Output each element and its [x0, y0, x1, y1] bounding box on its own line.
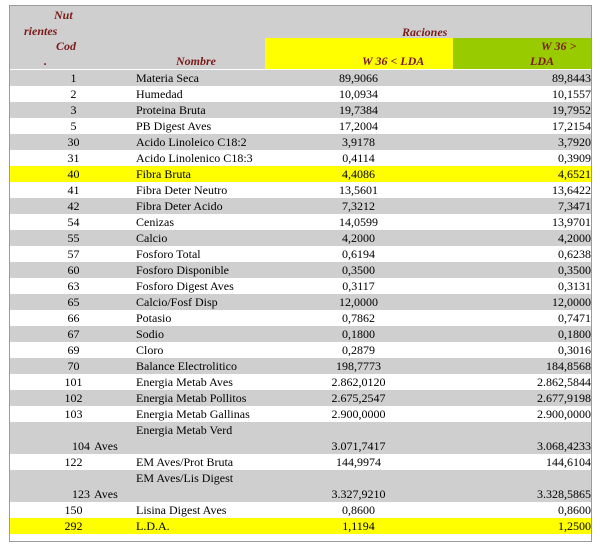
row-code: 1	[70, 71, 77, 85]
row-value-w36-gt-lda: 0,3500	[558, 263, 591, 277]
table-row	[10, 358, 591, 374]
row-value-w36-gt-lda: 1,2500	[558, 519, 591, 533]
row-name: Proteina Bruta	[136, 103, 206, 117]
row-name: Fosforo Disponible	[136, 263, 229, 277]
table-row	[10, 310, 591, 326]
row-code: 55	[67, 231, 80, 245]
row-value-w36-gt-lda: 4,2000	[558, 231, 591, 245]
row-code: 292	[64, 519, 83, 533]
row-value-w36-gt-lda: 144,6104	[546, 455, 591, 469]
row-value-w36-gt-lda: 3.068,4233	[537, 439, 591, 453]
row-code: 5	[70, 119, 77, 133]
header-col-v2-line2: LDA	[530, 54, 554, 68]
row-value-w36-gt-lda: 0,3131	[558, 279, 591, 293]
table-row	[10, 134, 591, 150]
row-code: 41	[67, 183, 80, 197]
row-value-w36-lt-lda: 144,9974	[336, 455, 381, 469]
row-name: Materia Seca	[136, 71, 199, 85]
row-name: Acido Linoleico C18:2	[136, 135, 247, 149]
table-row	[10, 230, 591, 246]
row-value-w36-lt-lda: 4,4086	[342, 167, 375, 181]
table-row	[10, 454, 591, 470]
row-name: L.D.A.	[136, 519, 170, 533]
row-name: Sodio	[136, 327, 165, 341]
row-value-w36-lt-lda: 0,1800	[342, 327, 375, 341]
row-value-w36-gt-lda: 4,6521	[558, 167, 591, 181]
table-row	[10, 198, 591, 214]
row-code: 57	[67, 247, 80, 261]
row-code: 42	[67, 199, 80, 213]
row-name: Cloro	[136, 343, 164, 357]
table-row	[10, 166, 591, 182]
row-name: Balance Electrolitico	[136, 359, 237, 373]
row-code: 30	[67, 135, 80, 149]
row-value-w36-gt-lda: 3,7920	[558, 135, 591, 149]
row-code-suffix: Aves	[94, 487, 118, 501]
table-row	[10, 118, 591, 134]
row-value-w36-gt-lda: 10,1557	[552, 87, 591, 101]
row-value-w36-gt-lda: 89,8443	[552, 71, 591, 85]
row-code: 150	[64, 503, 83, 517]
row-value-w36-lt-lda: 0,8600	[342, 503, 375, 517]
row-code: 69	[67, 343, 80, 357]
row-value-w36-lt-lda: 17,2004	[339, 119, 378, 133]
row-code: 123	[72, 487, 90, 501]
table-row	[10, 86, 591, 102]
row-name: Fosforo Total	[136, 247, 201, 261]
row-value-w36-lt-lda: 4,2000	[342, 231, 375, 245]
row-name: EM Aves/Prot Bruta	[136, 455, 234, 469]
table-row	[10, 246, 591, 262]
row-name: Potasio	[136, 311, 172, 325]
row-value-w36-lt-lda: 0,3117	[342, 279, 375, 293]
table-row	[10, 278, 591, 294]
row-value-w36-gt-lda: 13,9701	[552, 215, 591, 229]
row-name: EM Aves/Lis Digest	[136, 471, 234, 485]
table-row	[10, 422, 591, 454]
table-row	[10, 390, 591, 406]
row-value-w36-lt-lda: 7,3212	[342, 199, 375, 213]
row-code: 31	[67, 151, 80, 165]
row-code: 102	[64, 391, 83, 405]
header-col-v2-line1: W 36 >	[541, 39, 577, 53]
row-value-w36-lt-lda: 2.900,0000	[331, 407, 386, 421]
row-value-w36-gt-lda: 2.862,5844	[537, 375, 591, 389]
row-code: 104	[72, 439, 90, 453]
row-value-w36-lt-lda: 19,7384	[339, 103, 378, 117]
row-value-w36-gt-lda: 2.900,0000	[537, 407, 591, 421]
row-value-w36-gt-lda: 3.328,5865	[537, 487, 591, 501]
row-value-w36-gt-lda: 0,3909	[558, 151, 591, 165]
row-value-w36-lt-lda: 0,2879	[342, 343, 375, 357]
row-value-w36-lt-lda: 2.675,2547	[331, 391, 386, 405]
row-name: Cenizas	[136, 215, 174, 229]
row-code: 70	[67, 359, 80, 373]
header-code-line1: Nut	[54, 8, 73, 22]
table-row	[10, 374, 591, 390]
table-row	[10, 182, 591, 198]
header-code-line2: rientes	[24, 24, 58, 38]
row-name: Humedad	[136, 87, 183, 101]
row-value-w36-lt-lda: 0,6194	[342, 247, 375, 261]
row-code: 66	[67, 311, 80, 325]
row-name: Fibra Deter Acido	[136, 199, 223, 213]
row-value-w36-lt-lda: 3.327,9210	[331, 487, 386, 501]
row-value-w36-gt-lda: 0,3016	[558, 343, 591, 357]
table-row	[10, 470, 591, 502]
row-name: Calcio	[136, 231, 168, 245]
row-name: Fosforo Digest Aves	[136, 279, 234, 293]
row-name: Energia Metab Verd	[136, 423, 233, 437]
row-value-w36-gt-lda: 0,7471	[558, 311, 591, 325]
row-code: 101	[64, 375, 83, 389]
row-code: 60	[67, 263, 80, 277]
row-name: Fibra Bruta	[136, 167, 191, 181]
row-value-w36-lt-lda: 12,0000	[339, 295, 378, 309]
row-value-w36-gt-lda: 13,6422	[552, 183, 591, 197]
row-value-w36-lt-lda: 0,3500	[342, 263, 375, 277]
row-name: Lisina Digest Aves	[136, 503, 227, 517]
row-code: 3	[70, 103, 77, 117]
header-name: Nombre	[176, 54, 216, 68]
row-name: PB Digest Aves	[136, 119, 212, 133]
row-code: 40	[67, 167, 80, 181]
table-row	[10, 214, 591, 230]
row-code: 63	[67, 279, 80, 293]
header-group-raciones: Raciones	[402, 25, 448, 39]
row-value-w36-gt-lda: 19,7952	[552, 103, 591, 117]
table-row	[10, 262, 591, 278]
row-code-suffix: Aves	[94, 439, 118, 453]
row-value-w36-lt-lda: 89,9066	[339, 71, 378, 85]
row-value-w36-gt-lda: 0,8600	[558, 503, 591, 517]
row-value-w36-gt-lda: 12,0000	[552, 295, 591, 309]
table-row	[10, 102, 591, 118]
header-code-line3: Cod	[56, 39, 77, 53]
table-row	[10, 150, 591, 166]
row-name: Energia Metab Gallinas	[136, 407, 250, 421]
row-value-w36-gt-lda: 2.677,9198	[537, 391, 591, 405]
row-value-w36-gt-lda: 184,8568	[546, 359, 591, 373]
row-code: 2	[70, 87, 77, 101]
table-row	[10, 502, 591, 518]
row-code: 122	[64, 455, 83, 469]
row-value-w36-lt-lda: 1,1194	[342, 519, 375, 533]
row-name: Acido Linolenico C18:3	[136, 151, 253, 165]
row-name: Fibra Deter Neutro	[136, 183, 228, 197]
row-value-w36-lt-lda: 0,7862	[342, 311, 375, 325]
row-code: 54	[67, 215, 80, 229]
row-value-w36-lt-lda: 0,4114	[342, 151, 375, 165]
row-code: 65	[67, 295, 80, 309]
row-value-w36-lt-lda: 2.862,0120	[331, 375, 386, 389]
row-name: Calcio/Fosf Disp	[136, 295, 218, 309]
table-row	[10, 406, 591, 422]
row-code: 67	[67, 327, 80, 341]
row-value-w36-gt-lda: 0,1800	[558, 327, 591, 341]
header-yellow-cell	[265, 38, 453, 69]
nutrient-table	[9, 5, 592, 542]
row-value-w36-lt-lda: 198,7773	[336, 359, 381, 373]
table-row	[10, 342, 591, 358]
row-name: Energia Metab Pollitos	[136, 391, 247, 405]
row-value-w36-lt-lda: 14,0599	[339, 215, 378, 229]
header-code-line4: .	[44, 54, 47, 68]
row-code: 103	[64, 407, 83, 421]
table-row	[10, 294, 591, 310]
row-value-w36-gt-lda: 7,3471	[558, 199, 591, 213]
row-value-w36-lt-lda: 13,5601	[339, 183, 378, 197]
row-value-w36-gt-lda: 17,2154	[552, 119, 591, 133]
row-name: Energia Metab Aves	[136, 375, 233, 389]
row-value-w36-lt-lda: 3.071,7417	[331, 439, 386, 453]
header-col-v1: W 36 < LDA	[362, 54, 425, 68]
table-row	[10, 518, 591, 534]
row-value-w36-lt-lda: 3,9178	[342, 135, 375, 149]
row-value-w36-lt-lda: 10,0934	[339, 87, 378, 101]
table-row	[10, 70, 591, 86]
table-row	[10, 326, 591, 342]
row-value-w36-gt-lda: 0,6238	[558, 247, 591, 261]
